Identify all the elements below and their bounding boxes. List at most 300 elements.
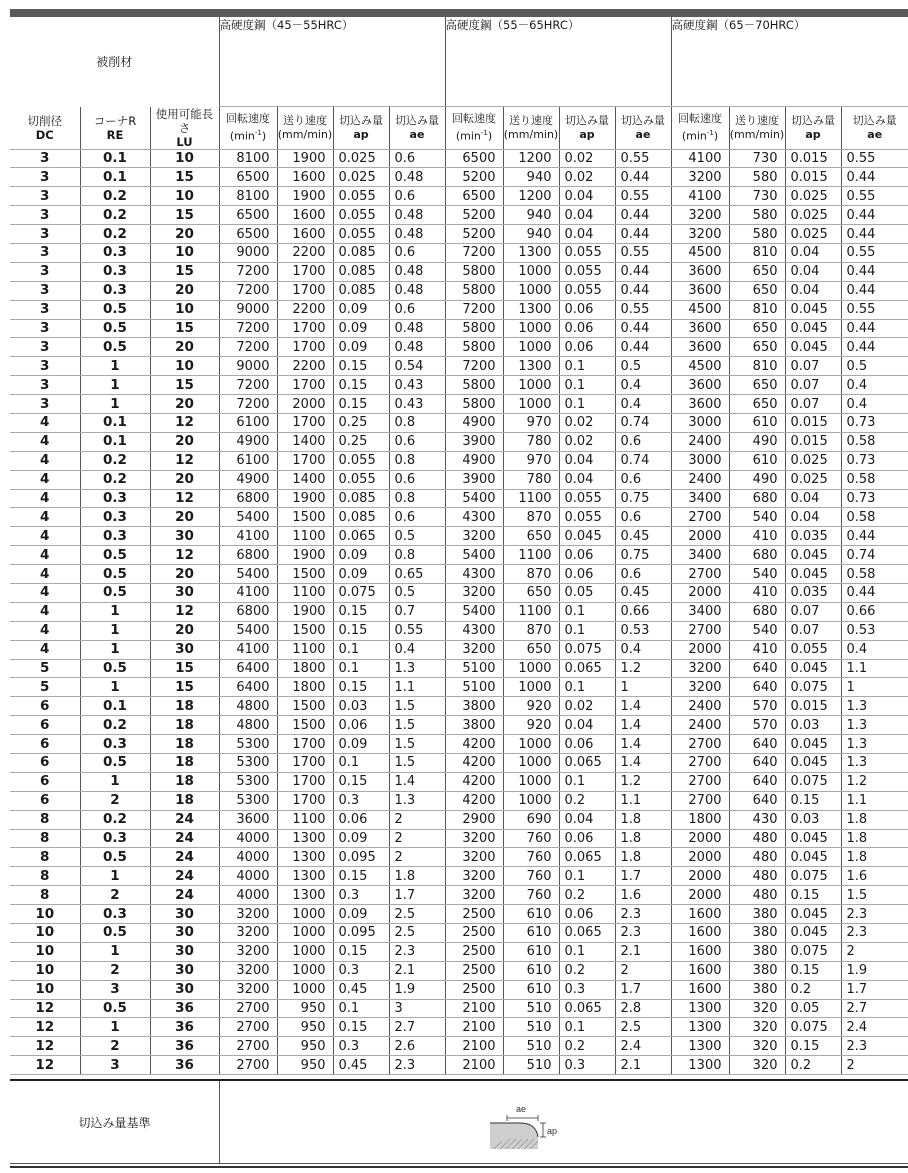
param-cell: 0.44 [841,225,908,244]
param-cell: 0.04 [785,489,841,508]
dim-cell: 0.5 [80,999,150,1018]
table-row [10,338,908,357]
param-cell: 1800 [277,659,333,678]
param-cell: 0.58 [841,470,908,489]
table-row [10,168,908,187]
param-cell: 2.3 [389,942,445,961]
param-cell: 0.15 [333,942,389,961]
param-cell: 0.55 [389,621,445,640]
dim-cell: 1 [80,942,150,961]
param-cell: 0.1 [559,1018,615,1037]
param-cell: 2400 [671,716,729,735]
param-cell: 8100 [219,187,277,206]
param-cell: 5300 [219,754,277,773]
param-cell: 0.045 [785,319,841,338]
param-cell: 4200 [445,791,503,810]
param-cell: 1.5 [841,886,908,905]
param-cell: 810 [729,300,785,319]
dim-cell: 0.1 [80,168,150,187]
table-row [10,1018,908,1037]
param-header-unit-close: ) [487,129,493,143]
param-cell: 0.1 [559,395,615,414]
dim-cell: 24 [150,867,219,886]
dim-cell: 0.3 [80,527,150,546]
param-cell: 1200 [503,149,559,168]
dim-cell: 20 [150,395,219,414]
param-cell: 0.07 [785,376,841,395]
param-cell: 950 [277,1018,333,1037]
dim-cell: 24 [150,848,219,867]
param-cell: 0.6 [389,243,445,262]
param-cell: 4500 [671,300,729,319]
param-cell: 0.54 [389,357,445,376]
table-row [10,225,908,244]
param-cell: 0.1 [559,621,615,640]
dim-cell: 1 [80,376,150,395]
param-cell: 1600 [277,168,333,187]
param-header-unit: (mm/min) [503,127,559,141]
param-cell: 0.58 [841,565,908,584]
param-cell: 0.06 [559,565,615,584]
dim-header-label: 使用可能長さ [155,106,214,135]
param-cell: 0.1 [559,602,615,621]
table-row [10,905,908,924]
dim-cell: 15 [150,659,219,678]
param-cell: 0.66 [841,602,908,621]
param-cell: 0.06 [559,905,615,924]
param-cell: 2400 [671,432,729,451]
param-cell: 0.48 [389,338,445,357]
param-cell: 5400 [219,565,277,584]
param-cell: 0.2 [785,1056,841,1075]
dim-cell: 0.5 [80,754,150,773]
dim-cell: 12 [150,602,219,621]
param-cell: 2100 [445,1037,503,1056]
param-cell: 1700 [277,413,333,432]
param-header-speed [219,107,277,150]
param-cell: 1.6 [841,867,908,886]
param-cell: 0.44 [615,319,671,338]
param-cell: 2100 [445,1018,503,1037]
dim-cell: 2 [80,961,150,980]
param-cell: 3200 [219,924,277,943]
param-cell: 4100 [671,187,729,206]
param-cell: 2700 [219,1056,277,1075]
param-cell: 0.55 [841,300,908,319]
param-cell: 0.73 [841,489,908,508]
param-cell: 0.04 [559,451,615,470]
param-cell: 1600 [671,942,729,961]
param-cell: 0.75 [615,546,671,565]
table-row [10,961,908,980]
param-cell: 1300 [277,886,333,905]
param-header-label: 送り速度 [283,113,327,127]
param-header-label: 送り速度 [735,113,779,127]
param-cell: 1.4 [615,716,671,735]
param-cell: 1000 [503,678,559,697]
table-body [10,149,908,1075]
param-cell: 640 [729,678,785,697]
param-cell: 2.3 [615,924,671,943]
param-cell: 0.48 [389,281,445,300]
param-cell: 640 [729,772,785,791]
param-header-ap [333,107,389,150]
param-cell: 0.44 [615,206,671,225]
param-cell: 0.8 [389,413,445,432]
param-cell: 0.055 [559,281,615,300]
param-cell: 870 [503,508,559,527]
param-cell: 1300 [671,1018,729,1037]
param-cell: 4900 [219,470,277,489]
dim-cell: 4 [10,470,80,489]
dim-cell: 20 [150,565,219,584]
table-row [10,319,908,338]
param-cell: 1800 [277,678,333,697]
top-rule [10,9,908,17]
param-cell: 3200 [445,848,503,867]
cutting-conditions-table [10,17,908,1075]
param-cell: 5400 [445,546,503,565]
param-cell: 1.5 [389,754,445,773]
param-cell: 0.15 [785,886,841,905]
dim-cell: 15 [150,206,219,225]
param-cell: 3600 [219,810,277,829]
param-cell: 1500 [277,565,333,584]
dim-cell: 3 [10,300,80,319]
param-cell: 1.2 [841,772,908,791]
depth-of-cut-reference [10,1079,908,1164]
param-cell: 0.055 [559,243,615,262]
param-cell: 2000 [671,583,729,602]
param-cell: 0.44 [615,338,671,357]
param-cell: 9000 [219,243,277,262]
param-cell: 870 [503,565,559,584]
dim-cell: 2 [80,1037,150,1056]
table-row [10,924,908,943]
param-cell: 0.6 [389,470,445,489]
param-cell: 0.55 [615,149,671,168]
dim-cell: 1 [80,621,150,640]
bottom-rule [10,1166,908,1168]
param-cell: 0.48 [389,225,445,244]
param-cell: 1.4 [615,754,671,773]
param-cell: 4000 [219,848,277,867]
param-cell: 6100 [219,413,277,432]
param-cell: 0.025 [785,225,841,244]
param-cell: 0.055 [333,451,389,470]
param-cell: 1300 [671,1037,729,1056]
param-cell: 730 [729,187,785,206]
param-cell: 0.045 [785,565,841,584]
param-cell: 1400 [277,432,333,451]
param-cell: 1700 [277,376,333,395]
param-cell: 3900 [445,432,503,451]
dim-cell: 3 [10,149,80,168]
param-header-code: ap [579,127,595,141]
param-cell: 1700 [277,281,333,300]
param-cell: 0.58 [841,508,908,527]
param-cell: 1700 [277,262,333,281]
param-cell: 0.44 [841,527,908,546]
dim-cell: 30 [150,924,219,943]
dim-cell: 4 [10,451,80,470]
dim-cell: 12 [10,1056,80,1075]
dim-cell: 20 [150,225,219,244]
param-cell: 3200 [445,640,503,659]
dim-cell: 0.3 [80,829,150,848]
table-row [10,678,908,697]
param-cell: 1000 [503,395,559,414]
param-cell: 970 [503,451,559,470]
param-cell: 2.4 [841,1018,908,1037]
table-row [10,886,908,905]
param-cell: 0.09 [333,338,389,357]
param-cell: 0.44 [615,281,671,300]
param-cell: 0.045 [785,300,841,319]
dim-cell: 1 [80,678,150,697]
param-cell: 870 [503,621,559,640]
table-row [10,508,908,527]
param-cell: 0.44 [841,206,908,225]
param-cell: 1.4 [615,697,671,716]
dim-cell: 6 [10,791,80,810]
param-cell: 0.55 [841,187,908,206]
dim-cell: 1 [80,602,150,621]
dim-header-lu [150,107,219,150]
param-cell: 480 [729,867,785,886]
param-header-code: ap [353,127,369,141]
param-cell: 0.015 [785,432,841,451]
param-cell: 480 [729,886,785,905]
param-cell: 4500 [671,243,729,262]
param-header-unit: (min [229,129,255,143]
param-cell: 650 [503,527,559,546]
param-cell: 1100 [277,583,333,602]
param-cell: 1.4 [615,735,671,754]
table-row [10,942,908,961]
param-cell: 0.15 [333,602,389,621]
dim-cell: 0.1 [80,413,150,432]
param-cell: 640 [729,791,785,810]
param-cell: 3200 [445,583,503,602]
param-cell: 5300 [219,735,277,754]
dim-cell: 0.1 [80,697,150,716]
dim-cell: 2 [80,791,150,810]
depth-of-cut-diagram [480,1089,580,1153]
param-cell: 7200 [219,376,277,395]
param-cell: 1.2 [615,772,671,791]
table-row [10,659,908,678]
dim-cell: 3 [10,319,80,338]
param-header-code: ae [635,127,651,141]
param-cell: 410 [729,583,785,602]
dim-cell: 3 [10,376,80,395]
dim-cell: 30 [150,583,219,602]
param-cell: 1900 [277,602,333,621]
param-cell: 3400 [671,602,729,621]
dim-cell: 20 [150,338,219,357]
table-row [10,867,908,886]
param-cell: 480 [729,829,785,848]
param-cell: 2700 [219,1018,277,1037]
param-cell: 0.07 [785,621,841,640]
param-cell: 0.15 [333,678,389,697]
dim-cell: 3 [10,168,80,187]
param-cell: 0.2 [559,791,615,810]
param-cell: 540 [729,508,785,527]
param-header-ap [785,107,841,150]
param-cell: 0.15 [333,1018,389,1037]
param-cell: 1300 [503,243,559,262]
dim-cell: 12 [10,1037,80,1056]
param-header-unit: (min [681,129,707,143]
param-cell: 0.1 [333,640,389,659]
param-cell: 0.055 [559,262,615,281]
param-cell: 2700 [671,772,729,791]
param-cell: 2000 [671,886,729,905]
param-cell: 730 [729,149,785,168]
table-row [10,754,908,773]
param-cell: 0.09 [333,829,389,848]
param-cell: 320 [729,1056,785,1075]
param-cell: 4300 [445,621,503,640]
param-cell: 4100 [671,149,729,168]
dim-cell: 30 [150,640,219,659]
dim-cell: 10 [150,243,219,262]
dim-cell: 10 [10,924,80,943]
param-cell: 510 [503,1018,559,1037]
dim-cell: 0.3 [80,905,150,924]
workpiece-section [490,1123,538,1149]
param-cell: 650 [729,281,785,300]
param-cell: 4100 [219,527,277,546]
param-header-unit-exponent: -1 [254,128,262,137]
param-cell: 0.6 [615,470,671,489]
table-row [10,357,908,376]
param-cell: 0.085 [333,243,389,262]
param-cell: 1.5 [389,697,445,716]
param-cell: 1000 [277,961,333,980]
param-cell: 610 [503,980,559,999]
param-cell: 610 [503,924,559,943]
dim-cell: 0.1 [80,432,150,451]
param-cell: 760 [503,848,559,867]
param-cell: 0.45 [615,583,671,602]
param-cell: 1100 [503,546,559,565]
param-cell: 5800 [445,376,503,395]
param-cell: 0.06 [333,810,389,829]
param-cell: 1.7 [389,886,445,905]
dim-cell: 0.5 [80,546,150,565]
param-cell: 1000 [277,905,333,924]
param-cell: 7200 [219,395,277,414]
param-cell: 2700 [671,508,729,527]
param-cell: 0.7 [389,602,445,621]
param-cell: 3200 [219,980,277,999]
param-cell: 0.06 [559,300,615,319]
param-header-label: 切込み量 [621,113,665,127]
dim-cell: 4 [10,432,80,451]
param-cell: 0.44 [615,225,671,244]
param-cell: 5400 [445,602,503,621]
param-cell: 0.085 [333,262,389,281]
table-row [10,546,908,565]
param-cell: 0.06 [559,735,615,754]
param-cell: 3200 [219,905,277,924]
param-cell: 1100 [277,527,333,546]
param-cell: 0.55 [615,243,671,262]
param-cell: 3600 [671,281,729,300]
param-cell: 1.3 [841,735,908,754]
param-cell: 940 [503,168,559,187]
dim-cell: 36 [150,1037,219,1056]
dim-cell: 0.2 [80,810,150,829]
param-cell: 0.1 [559,357,615,376]
param-cell: 650 [503,640,559,659]
param-cell: 0.05 [785,999,841,1018]
param-cell: 0.07 [785,602,841,621]
param-cell: 760 [503,829,559,848]
param-cell: 6500 [219,225,277,244]
param-cell: 680 [729,489,785,508]
param-cell: 2.6 [389,1037,445,1056]
param-cell: 0.1 [559,867,615,886]
param-cell: 2700 [219,1037,277,1056]
param-cell: 0.15 [333,621,389,640]
param-cell: 0.09 [333,735,389,754]
param-cell: 3600 [671,338,729,357]
param-cell: 0.09 [333,905,389,924]
param-cell: 2700 [671,565,729,584]
param-cell: 1.5 [389,716,445,735]
param-cell: 0.075 [785,678,841,697]
param-cell: 540 [729,621,785,640]
param-cell: 480 [729,848,785,867]
param-cell: 2 [389,829,445,848]
param-cell: 510 [503,1037,559,1056]
param-cell: 0.055 [333,187,389,206]
dim-cell: 12 [150,489,219,508]
param-cell: 380 [729,961,785,980]
param-cell: 1000 [503,659,559,678]
param-cell: 0.025 [785,206,841,225]
param-cell: 1000 [503,319,559,338]
param-cell: 1.3 [841,697,908,716]
dim-cell: 4 [10,565,80,584]
param-cell: 0.055 [333,206,389,225]
param-cell: 8100 [219,149,277,168]
dim-cell: 4 [10,489,80,508]
param-cell: 0.055 [559,508,615,527]
param-cell: 0.2 [559,961,615,980]
param-cell: 1000 [277,980,333,999]
dim-cell: 24 [150,810,219,829]
param-cell: 1.6 [615,886,671,905]
param-cell: 640 [729,735,785,754]
dim-cell: 12 [10,999,80,1018]
param-cell: 0.045 [785,546,841,565]
dim-header-dc [10,107,80,150]
param-cell: 1900 [277,489,333,508]
param-cell: 0.095 [333,924,389,943]
param-cell: 780 [503,470,559,489]
param-cell: 3200 [219,942,277,961]
param-cell: 1700 [277,735,333,754]
param-cell: 0.4 [615,376,671,395]
param-cell: 6800 [219,489,277,508]
param-cell: 2500 [445,905,503,924]
param-cell: 4800 [219,697,277,716]
